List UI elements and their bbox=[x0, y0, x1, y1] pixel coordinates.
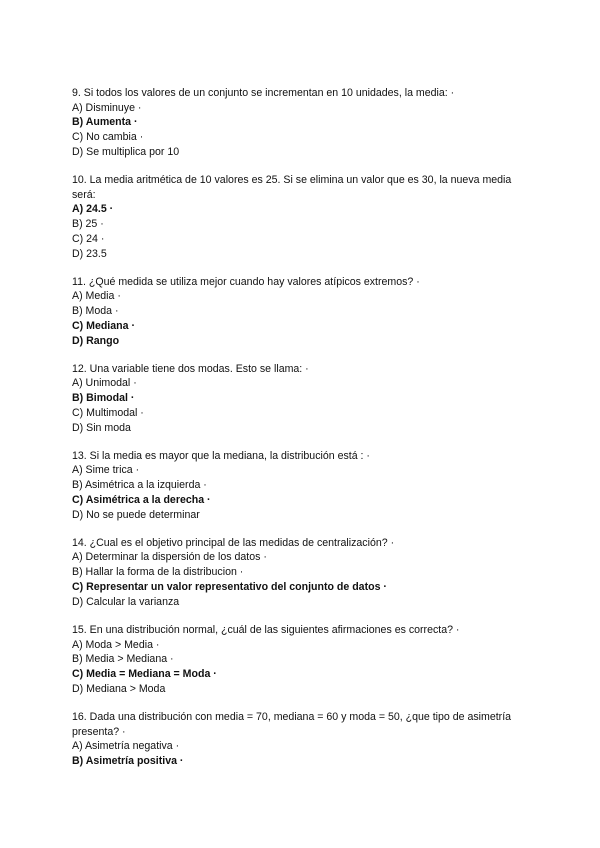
answer-option-highlighted: B) Bimodal · bbox=[72, 392, 135, 405]
question-text: 15. En una distribución normal, ¿cuál de las siguientes afirmaciones es correcta? · bbox=[72, 623, 460, 636]
answer-option: C) 24 · bbox=[72, 232, 105, 245]
question-block bbox=[72, 710, 532, 769]
answer-option-highlighted: C) Representar un valor representativo del conjunto de datos · bbox=[72, 580, 387, 593]
answer-option: A) Media · bbox=[72, 290, 121, 303]
answer-option: D) Sin moda bbox=[72, 421, 131, 434]
question-block bbox=[72, 449, 532, 523]
answer-option-highlighted: C) Media = Mediana = Moda · bbox=[72, 667, 217, 680]
answer-option: A) Unimodal · bbox=[72, 377, 137, 390]
answer-option: D) Se multiplica por 10 bbox=[72, 145, 180, 158]
answer-option: A) Determinar la dispersión de los datos · bbox=[72, 551, 267, 564]
question-block bbox=[72, 536, 532, 610]
question-text: 12. Una variable tiene dos modas. Esto se llama: · bbox=[72, 362, 309, 375]
answer-option: B) Media > Mediana · bbox=[72, 653, 174, 666]
answer-option: A) Disminuye · bbox=[72, 101, 142, 114]
question-text: 14. ¿Cual es el objetivo principal de las medidas de centralización? · bbox=[72, 536, 395, 549]
answer-option-highlighted: C) Asimétrica a la derecha · bbox=[72, 493, 211, 506]
answer-option: B) Hallar la forma de la distribucion · bbox=[72, 566, 244, 579]
question-text: 16. Dada una distribución con media = 70, mediana = 60 y moda = 50, ¿que tipo de asimetría presenta? · bbox=[72, 710, 512, 738]
answer-option: B) 25 · bbox=[72, 218, 104, 231]
question-block bbox=[72, 86, 532, 160]
question-text: 9. Si todos los valores de un conjunto se incrementan en 10 unidades, la media: · bbox=[72, 87, 455, 99]
answer-option: D) 23.5 bbox=[72, 247, 107, 260]
answer-option: A) Sime trica · bbox=[72, 464, 140, 477]
document-page bbox=[72, 86, 532, 782]
answer-option: C) No cambia · bbox=[72, 131, 144, 144]
answer-option-highlighted: B) Aumenta · bbox=[72, 116, 138, 129]
answer-option-highlighted: A) 24.5 · bbox=[72, 203, 114, 216]
answer-option: A) Asimetría negativa · bbox=[72, 740, 180, 753]
answer-option: D) Mediana > Moda bbox=[72, 682, 166, 695]
answer-option: B) Moda · bbox=[72, 305, 119, 318]
answer-option: A) Moda > Media · bbox=[72, 638, 160, 651]
question-text: 13. Si la media es mayor que la mediana, la distribución está : · bbox=[72, 449, 370, 462]
answer-option-highlighted: D) Rango bbox=[72, 334, 120, 347]
answer-option: C) Multimodal · bbox=[72, 406, 144, 419]
question-text: 11. ¿Qué medida se utiliza mejor cuando hay valores atípicos extremos? · bbox=[72, 275, 420, 288]
question-block bbox=[72, 173, 532, 261]
answer-option: B) Asimétrica a la izquierda · bbox=[72, 479, 207, 492]
answer-option: D) Calcular la varianza bbox=[72, 595, 180, 608]
question-block bbox=[72, 275, 532, 349]
question-block bbox=[72, 362, 532, 436]
question-text: 10. La media aritmética de 10 valores es 25. Si se elimina un valor que es 30, la nueva media será: bbox=[72, 174, 512, 201]
answer-option-highlighted: C) Mediana · bbox=[72, 319, 135, 332]
answer-option-highlighted: B) Asimetría positiva · bbox=[72, 754, 184, 767]
answer-option: D) No se puede determinar bbox=[72, 508, 200, 521]
question-block bbox=[72, 623, 532, 697]
